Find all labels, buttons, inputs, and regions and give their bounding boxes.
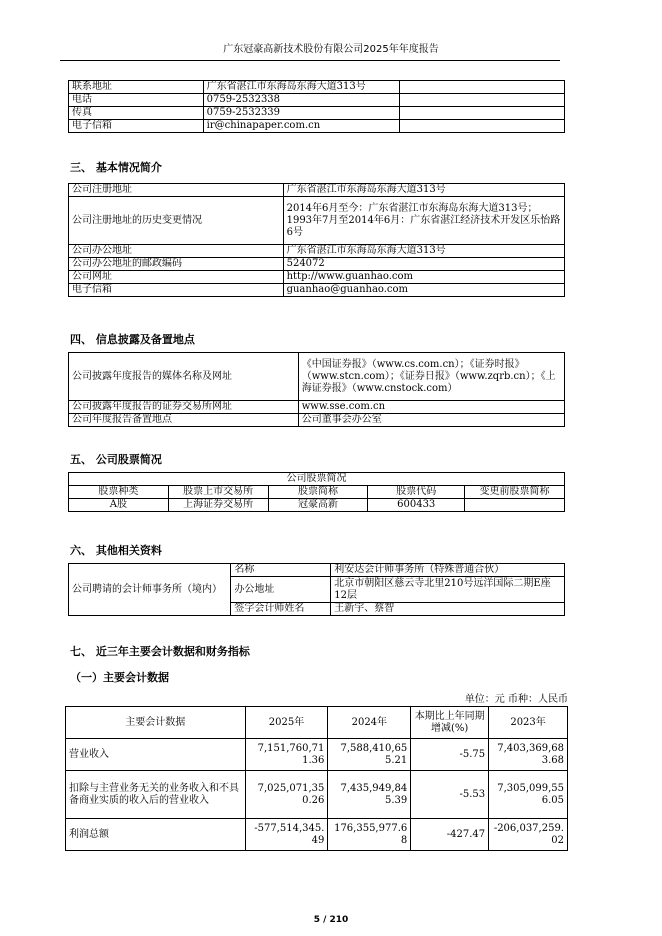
contact-table [68,80,565,133]
table-row: 公司股票简况 [69,473,565,486]
subsection-title: （一）主要会计数据 [70,671,169,684]
table-row: 营业收入 7,151,760,711.36 7,588,410,655.21 -5.75 7,403,369,683.68 [66,739,568,771]
table-row: 利润总额 -577,514,345.49 176,355,977.68 -427.47 -206,037,259.02 [66,819,568,851]
table-row: 公司聘请的会计师事务所（境内） 名称 利安达会计师事务所（特殊普通合伙） [69,564,565,577]
unit-note: 单位：元 币种：人民币 [464,694,568,705]
table-row: 扣除与主营业务无关的业务收入和不具备商业实质的收入后的营业收入 7,025,071,350.26 7,435,949,845.39 -5.53 7,305,099,556.05 [66,771,568,819]
basic-info-table [68,183,565,297]
table-row: 联系地址 广东省湛江市东海岛东海大道313号 [69,81,565,94]
page-header: 广东冠豪高新技术股份有限公司2025年年度报告 [223,44,439,55]
section-title: 五、 公司股票简况 [70,453,162,466]
section-title: 三、 基本情况简介 [70,161,162,174]
table-row: 公司网址 http://www.guanhao.com [69,271,565,284]
table-row: 传真 0759-2532339 [69,107,565,120]
table-row: A股 上海证券交易所 冠豪高新 600433 [69,499,565,512]
table-row: 公司注册地址的历史变更情况 2014年6月至今：广东省湛江市东海岛东海大道313号；1993年7月至2014年6月：广东省湛江经济技术开发区乐怡路6号 [69,197,565,245]
table-row: 公司办公地址 广东省湛江市东海岛东海大道313号 [69,245,565,258]
accounting-firm-table [68,563,565,616]
stock-table [68,472,565,512]
table-row: 股票种类 股票上市交易所 股票简称 股票代码 变更前股票简称 [69,486,565,499]
header-rule [60,60,560,61]
page-number: 5 / 210 [313,915,349,925]
disclosure-table [68,352,565,427]
table-row: 电子信箱 guanhao@guanhao.com [69,284,565,297]
table-row: 主要会计数据 2025年 2024年 本期比上年同期增减(%) 2023年 [66,707,568,739]
section-title: 七、 近三年主要会计数据和财务指标 [70,645,250,658]
table-row: 电话 0759-2532338 [69,94,565,107]
table-row: 公司办公地址的邮政编码 524072 [69,258,565,271]
section-title: 六、 其他相关资料 [70,544,162,557]
table-row: 公司披露年度报告的媒体名称及网址 《中国证券报》（www.cs.com.cn）；《证券时报》（www.stcn.com）；《证券日报》（www.zqrb.cn）；《上海证券报》（www.cnstock.com） [69,353,565,401]
table-row: 办公地址 北京市朝阳区慈云寺北里210号远洋国际二期E座12层 [69,577,565,603]
financial-table [65,706,568,851]
table-row: 公司注册地址 广东省湛江市东海岛东海大道313号 [69,184,565,197]
table-row: 签字会计师姓名 王新宇、蔡智 [69,603,565,616]
table-row: 公司披露年度报告的证券交易所网址 www.sse.com.cn [69,401,565,414]
section-title: 四、 信息披露及备置地点 [70,333,195,346]
table-row: 公司年度报告备置地点 公司董事会办公室 [69,414,565,427]
table-row: 电子信箱 ir@chinapaper.com.cn [69,120,565,133]
